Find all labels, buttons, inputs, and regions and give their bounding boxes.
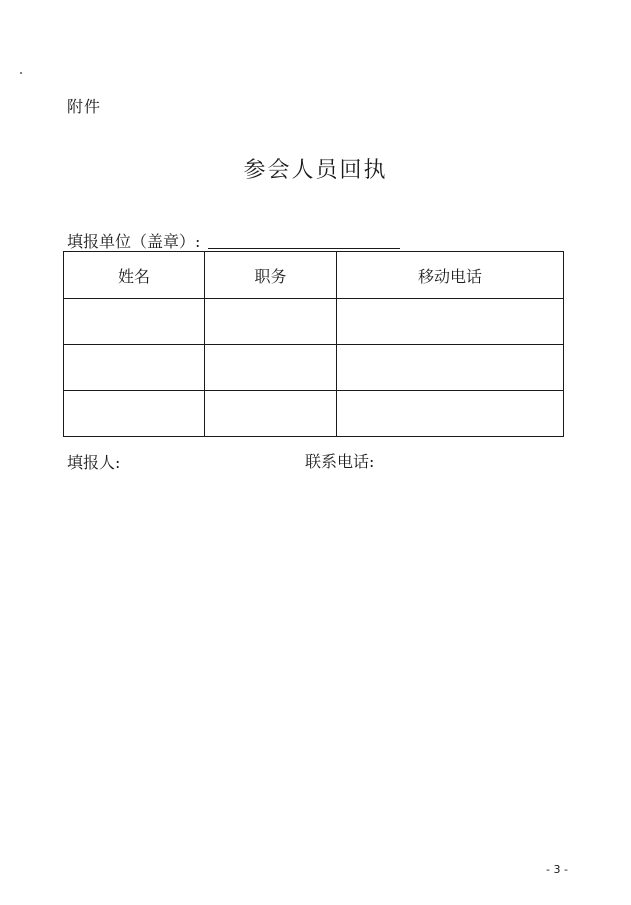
table-row: [64, 299, 564, 345]
filler-label: 填报人:: [67, 453, 121, 472]
unit-label: 填报单位（盖章）:: [67, 232, 201, 251]
contact-phone-label: 联系电话:: [305, 452, 375, 471]
table-cell[interactable]: [64, 391, 205, 437]
header-position: 职务: [205, 252, 337, 299]
table-cell[interactable]: [337, 345, 564, 391]
scan-speck: [20, 72, 22, 74]
table-cell[interactable]: [205, 391, 337, 437]
header-mobile-phone: 移动电话: [337, 252, 564, 299]
table-row: [64, 391, 564, 437]
table-header-row: [64, 252, 564, 299]
page-title: 参会人员回执: [243, 158, 388, 183]
table-cell[interactable]: [205, 299, 337, 345]
table-cell[interactable]: [64, 345, 205, 391]
table-cell[interactable]: [64, 299, 205, 345]
header-name: 姓名: [64, 252, 205, 299]
table-cell[interactable]: [205, 345, 337, 391]
table-row: [64, 345, 564, 391]
attendee-table: [63, 251, 564, 437]
table-cell[interactable]: [337, 391, 564, 437]
unit-field-row: [67, 229, 400, 252]
unit-input-line[interactable]: [208, 247, 400, 249]
table-cell[interactable]: [337, 299, 564, 345]
attachment-label: 附件: [67, 97, 102, 116]
page-number: - 3 -: [546, 863, 568, 876]
